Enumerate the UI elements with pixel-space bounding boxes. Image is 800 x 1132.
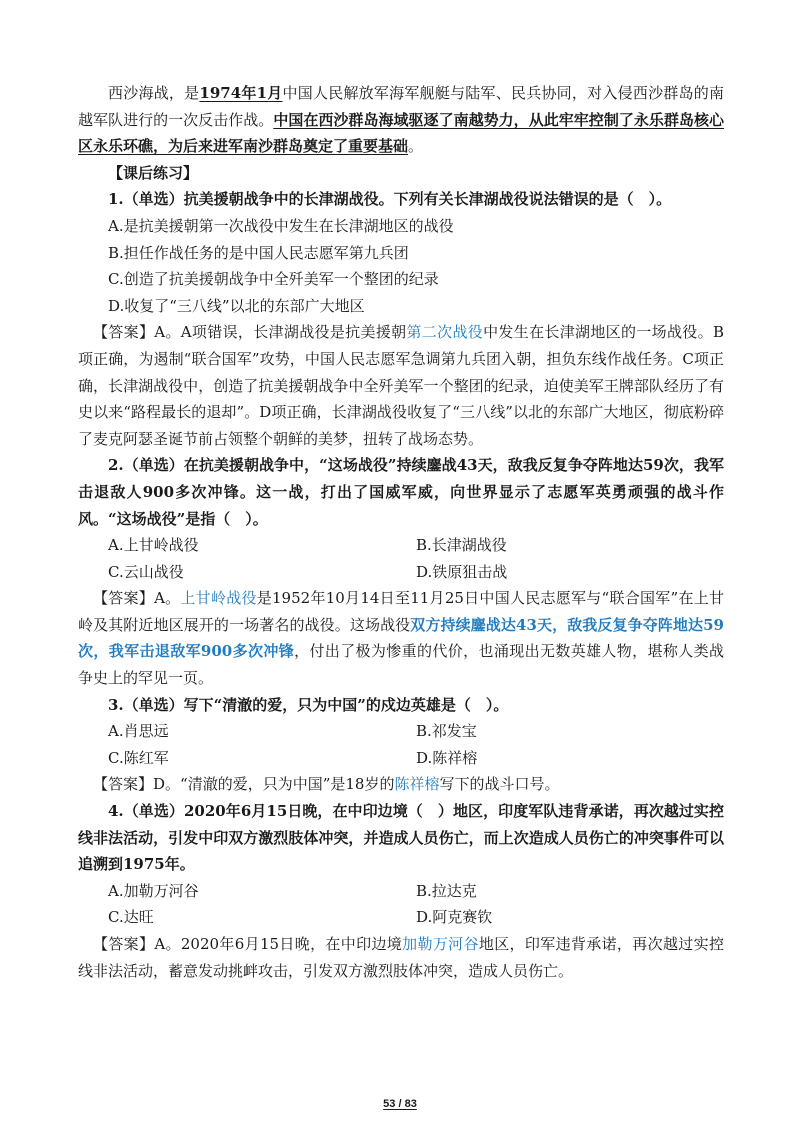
question-1-stem: 1.（单选）抗美援朝战争中的长津湖战役。下列有关长津湖战役说法错误的是（ ）。 [108,190,672,209]
question-2-option-a: A.上甘岭战役 [108,536,199,555]
question-2-options-row-2 [78,559,724,586]
question-2-option-b: B.长津湖战役 [416,536,507,555]
question-3-answer: 【答案】D。“清澈的爱，只为中国”是18岁的陈祥榕写下的战斗口号。 [93,775,560,794]
question-3-option-d: D.陈祥榕 [416,748,478,767]
question-4-option-a: A.加勒万河谷 [108,881,199,900]
question-3-options-row-2 [78,745,724,772]
question-3-stem: 3.（单选）写下“清澈的爱，只为中国”的戍边英雄是（ ）。 [108,695,509,714]
question-4-answer: 【答案】A。2020年6月15日晚，在中印边境加勒万河谷地区，印军违背承诺，再次越过实控线非法活动，蓄意发动挑衅攻击，引发双方激烈肢体冲突，造成人员伤亡。 [78,935,724,980]
intro-date: 1974年1月 [199,84,283,102]
question-1-option-c: C.创造了抗美援朝战争中全歼美军一个整团的纪录 [108,270,439,289]
question-2-answer: 【答案】A。上甘岭战役是1952年10月14日至11月25日中国人民志愿军与“联合国军”在上甘岭及其附近地区展开的一场著名的战役。这场战役双方持续鏖战达43天，敌我反复争夺阵地达59次，我军击退敌军900多次冲锋，付出了极为惨重的代价，也涌现出无数英雄人物，堪称人类战争史上的罕见一页。 [78,589,725,688]
question-2-option-d: D.铁原狙击战 [416,562,508,581]
answer-highlight: 第二次战役 [406,323,484,342]
question-4-stem: 4.（单选）2020年6月15日晚，在中印边境（ ）地区，印度军队违背承诺，再次越过实控线非法活动，引发中印双方激烈肢体冲突，并造成人员伤亡，而上次造成人员伤亡的冲突事件可以追溯到1975年。 [78,802,724,874]
question-2-options-row-1 [78,532,724,559]
question-4-options-row-1 [78,878,724,905]
answer-label: 【答案】 [93,935,155,953]
question-1-option-b: B.担任作战任务的是中国人民志愿军第九兵团 [108,243,409,262]
page-content [78,80,724,984]
question-3-options-row-1 [78,718,724,745]
question-4-option-d: D.阿克赛钦 [416,908,493,927]
question-2-stem: 2.（单选）在抗美援朝战争中，“这场战役”持续鏖战43天，敌我反复争夺阵地达59次，我军击退敌人900多次冲锋。这一战，打出了国威军威，向世界显示了志愿军英勇顽强的战斗作风。“这场战役”是指（ ）。 [78,456,724,528]
answer-label: 【答案】 [93,323,155,342]
intro-emphasis: 中国在西沙群岛海域驱逐了南越势力，从此牢牢控制了永乐群岛核心区永乐环礁，为后来进军南沙群岛奠定了重要基础 [78,110,724,156]
question-3-option-c: C.陈红军 [108,748,169,767]
question-4-options-row-2 [78,904,724,931]
question-3-option-b: B.祁发宝 [416,722,477,741]
page-number: 53 / 83 [383,1098,417,1110]
question-2-option-c: C.云山战役 [108,562,184,581]
question-3-option-a: A.肖思远 [108,722,169,741]
question-1-option-d: D.收复了“三八线”以北的东部广大地区 [108,296,365,315]
answer-highlight: 双方持续鏖战达43天，敌我反复争夺阵地达59次，我军击退敌军900多次冲锋 [78,615,724,661]
question-1-answer: 【答案】A。A项错误，长津湖战役是抗美援朝第二次战役中发生在长津湖地区的一场战役。B项正确，为遏制“联合国军”攻势，中国人民志愿军急调第九兵团入朝，担负东线作战任务。C项正确，长津湖战役中，创造了抗美援朝战争中全歼美军一个整团的纪录，迫使美军王牌部队经历了有史以来“路程最长的退却”。D项正确，长津湖战役收复了“三八线”以北的东部广大地区，彻底粉碎了麦克阿瑟圣诞节前占领整个朝鲜的美梦，扭转了战场态势。 [78,323,724,448]
answer-highlight: 陈祥榕 [394,775,440,794]
section-title: 【课后练习】 [108,163,199,182]
answer-highlight: 上甘岭战役 [180,589,257,608]
question-4-option-c: C.达旺 [108,908,154,927]
answer-label: 【答案】 [93,775,154,794]
intro-paragraph: 西沙海战，是1974年1月中国人民解放军海军舰艇与陆军、民兵协同，对入侵西沙群岛的南越军队进行的一次反击作战。中国在西沙群岛海域驱逐了南越势力，从此牢牢控制了永乐群岛核心区永乐环礁，为后来进军南沙群岛奠定了重要基础。 [78,84,724,156]
answer-highlight: 加勒万河谷 [402,935,479,953]
answer-label: 【答案】 [93,589,155,608]
question-1-option-a: A.是抗美援朝第一次战役中发生在长津湖地区的战役 [108,216,454,235]
question-4-option-b: B.拉达克 [416,881,477,900]
